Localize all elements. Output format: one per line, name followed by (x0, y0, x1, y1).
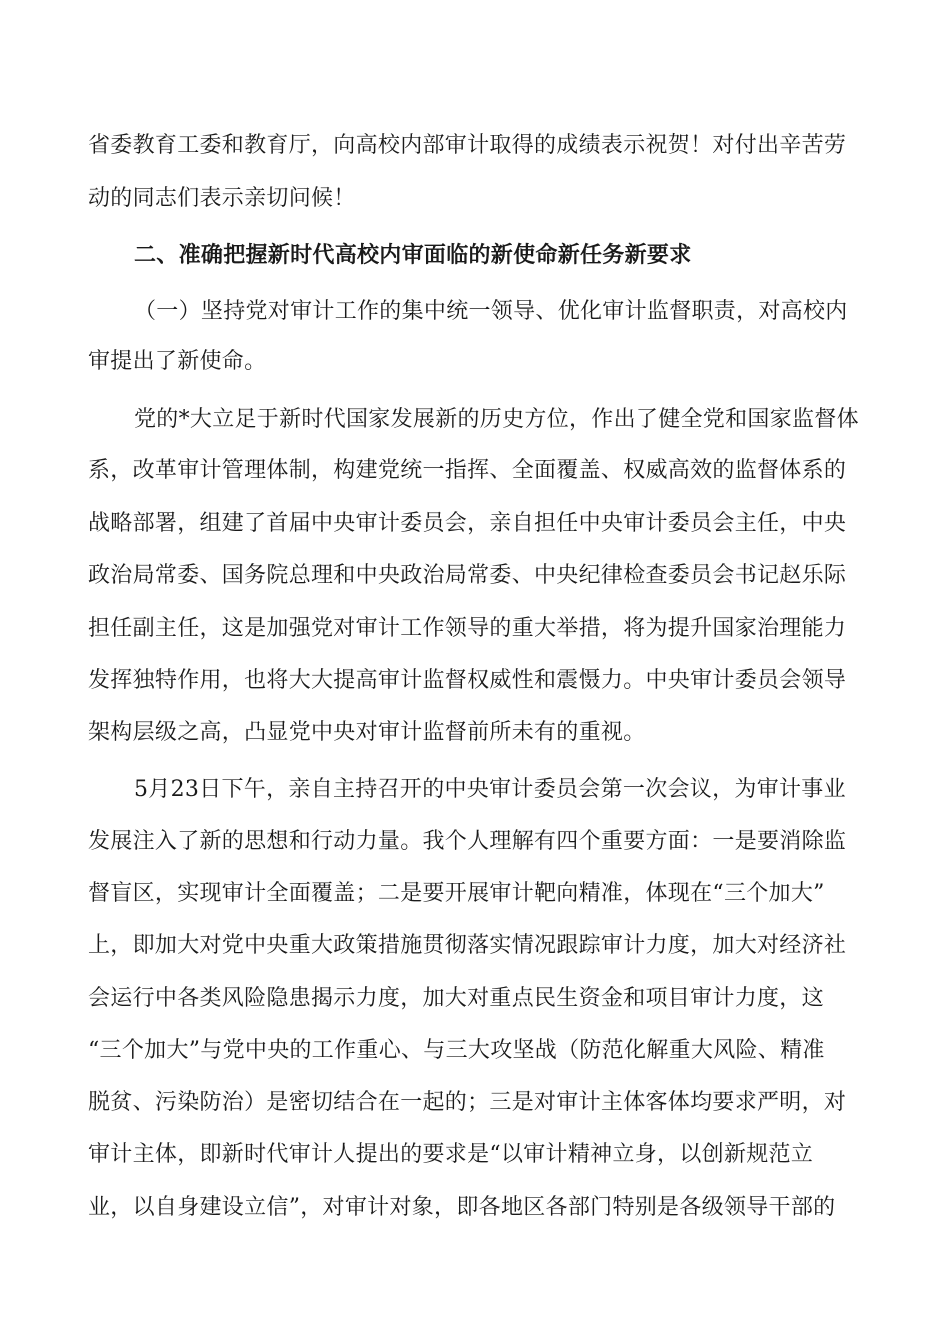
paragraph-1-line-1: 党的*大立足于新时代国家发展新的历史方位，作出了健全党和国家监督体 (134, 407, 859, 432)
paragraph-1-line-3: 战略部署，组建了首届中央审计委员会，亲自担任中央审计委员会主任，中央 (88, 511, 847, 536)
paragraph-1-line-5: 担任副主任，这是加强党对审计工作领导的重大举措，将为提升国家治理能力 (88, 616, 847, 641)
paragraph-2-line-6: “三个加大”与党中央的工作重心、与三大攻坚战（防范化解重大风险、精准 (88, 1038, 825, 1063)
text-line-1: 省委教育工委和教育厅，向高校内部审计取得的成绩表示祝贺！对付出辛苦劳 (88, 133, 847, 158)
subsection-heading-line-2: 审提出了新使命。 (88, 349, 267, 374)
text-line-2: 动的同志们表示亲切问候！ (88, 186, 356, 211)
paragraph-2-line-3: 督盲区，实现审计全面覆盖；二是要开展审计靶向精准，体现在“三个加大” (88, 881, 825, 906)
subsection-heading-line-1: （一）坚持党对审计工作的集中统一领导、优化审计监督职责，对高校内 (134, 299, 848, 324)
paragraph-1-line-7: 架构层级之高，凸显党中央对审计监督前所未有的重视。 (88, 720, 646, 745)
paragraph-2-line-7: 脱贫、污染防治）是密切结合在一起的；三是对审计主体客体均要求严明，对 (88, 1090, 847, 1115)
paragraph-1-line-4: 政治局常委、国务院总理和中央政治局常委、中央纪律检查委员会书记赵乐际 (88, 563, 847, 588)
paragraph-1-line-6: 发挥独特作用，也将大大提高审计监督权威性和震慑力。中央审计委员会领导 (88, 668, 847, 693)
paragraph-2-line-5: 会运行中各类风险隐患揭示力度，加大对重点民生资金和项目审计力度，这 (88, 986, 824, 1011)
paragraph-2-line-2: 发展注入了新的思想和行动力量。我个人理解有四个重要方面：一是要消除监 (88, 829, 847, 854)
section-heading: 二、准确把握新时代高校内审面临的新使命新任务新要求 (134, 243, 692, 268)
paragraph-2-line-9: 业，以自身建设立信”，对审计对象，即各地区各部门特别是各级领导干部的 (88, 1195, 836, 1220)
paragraph-2-line-4: 上，即加大对党中央重大政策措施贯彻落实情况跟踪审计力度，加大对经济社 (88, 933, 847, 958)
paragraph-2-line-8: 审计主体，即新时代审计人提出的要求是“以审计精神立身，以创新规范立 (88, 1142, 814, 1167)
paragraph-1-line-2: 系，改革审计管理体制，构建党统一指挥、全面覆盖、权威高效的监督体系的 (88, 458, 847, 483)
paragraph-2-line-1: 5月23日下午，亲自主持召开的中央审计委员会第一次会议，为审计事业 (134, 777, 846, 802)
